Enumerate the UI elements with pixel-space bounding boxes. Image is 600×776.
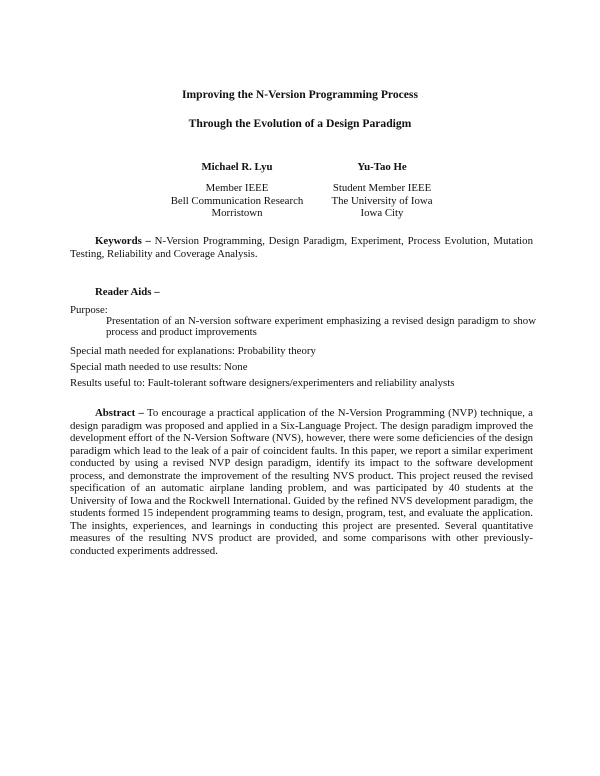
reader-aids-math-use: Special math needed to use results: None [70, 361, 248, 373]
author-membership: Member IEEE [205, 182, 269, 195]
author-location: Morristown [211, 207, 263, 220]
author-name: Michael R. Lyu [201, 161, 273, 173]
author-organization: The University of Iowa [331, 194, 433, 207]
keywords-text: N-Version Programming, Design Paradigm, Experiment, Process Evolution, Mutation Testing, Reliability and Coverage Analysis. [70, 235, 533, 260]
keywords-paragraph [70, 235, 533, 260]
reader-aids-purpose-text: Presentation of an N-version software experiment emphasizing a revised design paradigm to show process and product improvements [106, 315, 536, 339]
author-organization: Bell Communication Research [170, 194, 304, 207]
abstract-label: Abstract – [95, 407, 144, 419]
reader-aids-purpose-label: Purpose: [70, 304, 108, 316]
author-membership: Student Member IEEE [332, 182, 432, 195]
reader-aids-results-useful: Results useful to: Fault-tolerant software designers/experimenters and reliability analysts [70, 377, 455, 389]
abstract-paragraph [70, 407, 533, 558]
reader-aids-heading: Reader Aids – [95, 286, 160, 298]
reader-aids-math-explanations: Special math needed for explanations: Probability theory [70, 345, 316, 357]
abstract-text: To encourage a practical application of the N-Version Programming (NVP) technique, a design paradigm was proposed and applied in a Six-Language Project. The design paradigm improved the development effort of the N-Version Software (NVS), however, there were some deficiencies of the design paradigm which lead to the leak of a pair of coincident faults. In this paper, we report a similar experiment conducted by using a revised NVP design paradigm, identify its impact to the software development process, and demonstrate the improvement of the resulting NVS product. This project reused the revised specification of an automatic airplane landing problem, and was participated by 40 students at the University of Iowa and the Rockwell International. Guided by the refined NVS development paradigm, the students formed 15 independent programming teams to design, program, test, and evaluate the application. The insights, experiences, and learnings in conducting this project are presented. Several quantitative measures of the resulting NVS product are provided, and some comparisons with other previously-conducted experiments addressed. [70, 407, 533, 558]
keywords-label: Keywords – [95, 235, 151, 247]
author-location: Iowa City [360, 207, 404, 220]
author-block-he [297, 161, 467, 220]
paper-title-line-1: Improving the N-Version Programming Process [182, 88, 418, 101]
author-name: Yu-Tao He [357, 161, 407, 173]
paper-title-line-2: Through the Evolution of a Design Paradigm [188, 117, 412, 130]
